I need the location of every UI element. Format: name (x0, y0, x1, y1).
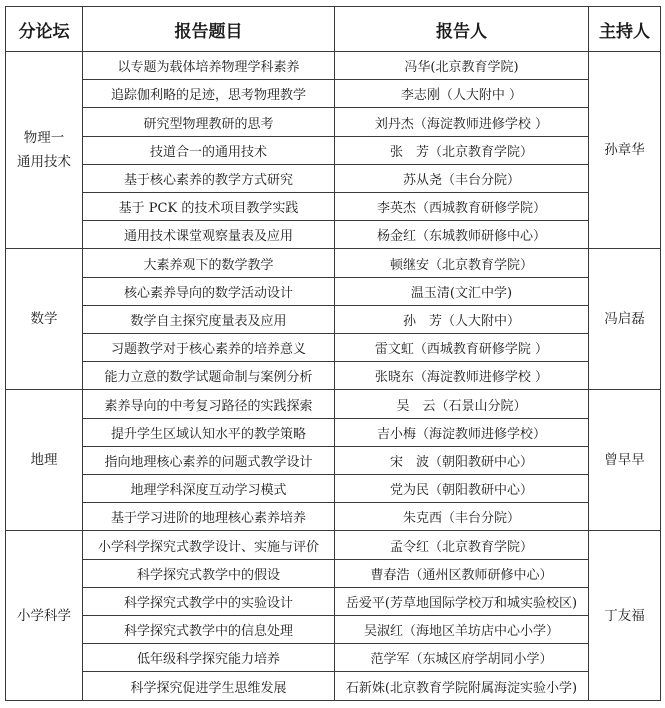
forum-name-line: 数学 (30, 311, 58, 328)
topic-cell: 技道合一的通用技术 (83, 136, 335, 164)
topic-cell: 指向地理核心素养的问题式教学设计 (83, 446, 335, 474)
topic-cell: 核心素养导向的数学活动设计 (83, 277, 335, 305)
topic-cell: 大素养观下的数学教学 (83, 249, 335, 277)
table-row (6, 221, 661, 249)
speaker-cell: 范学军（东城区府学胡同小学） (335, 644, 589, 672)
speaker-cell: 吴淑红（海地区羊坊店中心小学） (335, 616, 589, 644)
speaker-cell: 党为民（朝阳教研中心） (335, 475, 589, 503)
forum-name-line: 地理 (30, 452, 58, 469)
topic-cell: 数学自主探究度量表及应用 (83, 305, 335, 333)
forum-schedule-table (5, 6, 661, 701)
host-cell: 丁友福 (589, 531, 661, 701)
host-cell: 曾早早 (589, 390, 661, 531)
table-row (6, 559, 661, 587)
table-row (6, 475, 661, 503)
topic-cell: 基于学习进阶的地理核心素养培养 (83, 503, 335, 531)
speaker-cell: 刘丹杰（海淀教师进修学校 ） (335, 108, 589, 136)
forum-name-cell (6, 531, 83, 701)
table-row (6, 616, 661, 644)
table-row (6, 305, 661, 333)
topic-cell: 科学探究促进学生思维发展 (83, 672, 335, 701)
header-row (6, 7, 661, 52)
table-row (6, 672, 661, 701)
speaker-cell: 张晓东（海淀教师进修学校 ） (335, 362, 589, 390)
topic-cell: 通用技术课堂观察量表及应用 (83, 221, 335, 249)
header-topic: 报告题目 (83, 7, 335, 52)
forum-name-cell (6, 390, 83, 531)
table-row (6, 136, 661, 164)
topic-cell: 基于 PCK 的技术项目教学实践 (83, 193, 335, 221)
topic-cell: 以专题为载体培养物理学科素养 (83, 52, 335, 80)
speaker-cell: 冯华(北京教育学院) (335, 52, 589, 80)
topic-cell: 科学探究式教学中的信息处理 (83, 616, 335, 644)
topic-cell: 基于核心素养的教学方式研究 (83, 164, 335, 192)
topic-cell: 科学探究式教学中的实验设计 (83, 587, 335, 615)
speaker-cell: 李英杰（西城教育研修学院） (335, 193, 589, 221)
header-host: 主持人 (589, 7, 661, 52)
topic-cell: 素养导向的中考复习路径的实践探索 (83, 390, 335, 418)
table-row (6, 108, 661, 136)
table-row (6, 362, 661, 390)
table-row (6, 446, 661, 474)
speaker-cell: 顿继安（北京教育学院） (335, 249, 589, 277)
table-row (6, 193, 661, 221)
topic-cell: 小学科学探究式教学设计、实施与评价 (83, 531, 335, 559)
table-row (6, 503, 661, 531)
speaker-cell: 孙 芳（人大附中） (335, 305, 589, 333)
speaker-cell: 朱克西（丰台分院） (335, 503, 589, 531)
topic-cell: 提升学生区域认知水平的教学策略 (83, 418, 335, 446)
speaker-cell: 石新姝(北京教育学院附属海淀实验小学) (335, 672, 589, 701)
table-row (6, 390, 661, 418)
speaker-cell: 温玉清(文汇中学) (335, 277, 589, 305)
topic-cell: 地理学科深度互动学习模式 (83, 475, 335, 503)
table-row (6, 277, 661, 305)
header-forum: 分论坛 (6, 7, 83, 52)
host-cell: 孙章华 (589, 52, 661, 249)
topic-cell: 研究型物理教研的思考 (83, 108, 335, 136)
table-row (6, 52, 661, 80)
speaker-cell: 宋 波（朝阳教研中心） (335, 446, 589, 474)
speaker-cell: 张 芳（北京教育学院） (335, 136, 589, 164)
speaker-cell: 杨金红（东城教师研修中心） (335, 221, 589, 249)
speaker-cell: 吴 云（石景山分院） (335, 390, 589, 418)
table-row (6, 644, 661, 672)
speaker-cell: 李志刚（人大附中 ） (335, 80, 589, 108)
table-row (6, 164, 661, 192)
speaker-cell: 吉小梅（海淀教师进修学校） (335, 418, 589, 446)
table-row (6, 418, 661, 446)
table-row (6, 334, 661, 362)
header-speaker: 报告人 (335, 7, 589, 52)
speaker-cell: 曹春浩（通州区教师研修中心） (335, 559, 589, 587)
forum-name-cell (6, 52, 83, 249)
forum-name-cell (6, 249, 83, 390)
host-cell: 冯启磊 (589, 249, 661, 390)
table-row (6, 587, 661, 615)
topic-cell: 低年级科学探究能力培养 (83, 644, 335, 672)
speaker-cell: 苏从尧（丰台分院） (335, 164, 589, 192)
speaker-cell: 雷文虹（西城教育研修学院 ） (335, 334, 589, 362)
table-row (6, 531, 661, 559)
topic-cell: 追踪伽利略的足迹，思考物理教学 (83, 80, 335, 108)
table-row (6, 249, 661, 277)
forum-name-line: 物理一 (23, 130, 65, 147)
table-row (6, 80, 661, 108)
speaker-cell: 孟令红（北京教育学院） (335, 531, 589, 559)
schedule-body (6, 52, 661, 701)
forum-name-line: 通用技术 (17, 154, 71, 171)
topic-cell: 科学探究式教学中的假设 (83, 559, 335, 587)
topic-cell: 习题教学对于核心素养的培养意义 (83, 334, 335, 362)
topic-cell: 能力立意的数学试题命制与案例分析 (83, 362, 335, 390)
forum-name-line: 小学科学 (17, 607, 71, 624)
speaker-cell: 岳爱平(芳草地国际学校万和城实验校区) (335, 587, 589, 615)
